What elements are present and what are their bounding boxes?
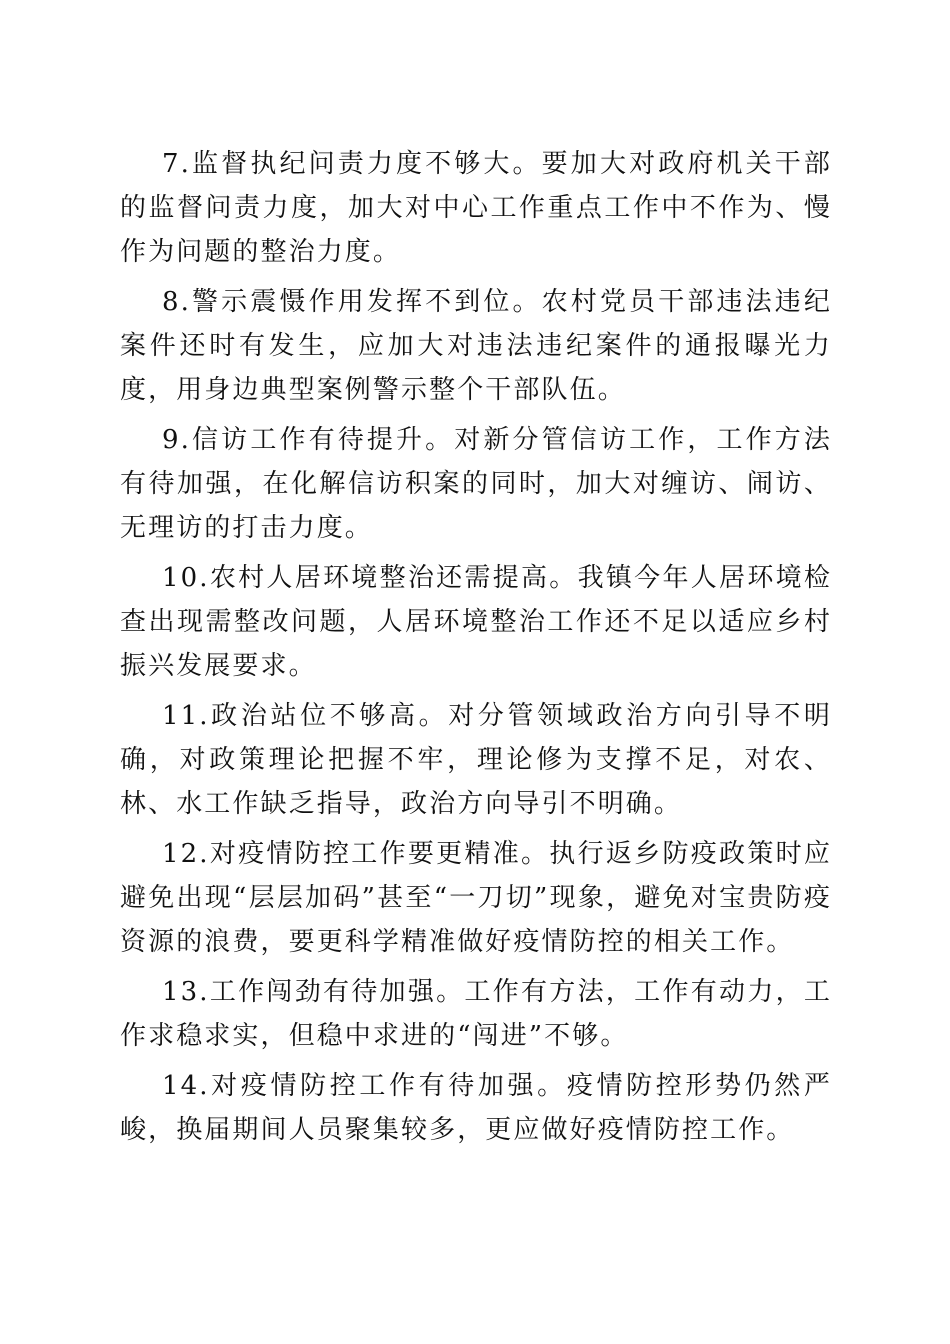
paragraph-7: 7.监督执纪问责力度不够大。要加大对政府机关干部的监督问责力度，加大对中心工作重点工作中不作为、慢作为问题的整治力度。 bbox=[120, 149, 832, 267]
paragraph-8: 8.警示震慑作用发挥不到位。农村党员干部违法违纪案件还时有发生，应加大对违法违纪案件的通报曝光力度，用身边典型案例警示整个干部队伍。 bbox=[120, 287, 832, 405]
paragraph-11: 11.政治站位不够高。对分管领域政治方向引导不明确，对政策理论把握不牢，理论修为支撑不足，对农、林、水工作缺乏指导，政治方向导引不明确。 bbox=[120, 701, 832, 819]
document-page bbox=[120, 142, 832, 1158]
paragraph-14: 14.对疫情防控工作有待加强。疫情防控形势仍然严峻，换届期间人员聚集较多，更应做好疫情防控工作。 bbox=[120, 1071, 832, 1145]
paragraph-13: 13.工作闯劲有待加强。工作有方法，工作有动力，工作求稳求实，但稳中求进的“闯进”不够。 bbox=[120, 977, 832, 1051]
paragraph-9: 9.信访工作有待提升。对新分管信访工作，工作方法有待加强，在化解信访积案的同时，加大对缠访、闹访、无理访的打击力度。 bbox=[120, 425, 832, 543]
paragraph-12: 12.对疫情防控工作要更精准。执行返乡防疫政策时应避免出现“层层加码”甚至“一刀切”现象，避免对宝贵防疫资源的浪费，要更科学精准做好疫情防控的相关工作。 bbox=[120, 839, 832, 957]
paragraph-10: 10.农村人居环境整治还需提高。我镇今年人居环境检查出现需整改问题，人居环境整治工作还不足以适应乡村振兴发展要求。 bbox=[120, 563, 832, 681]
